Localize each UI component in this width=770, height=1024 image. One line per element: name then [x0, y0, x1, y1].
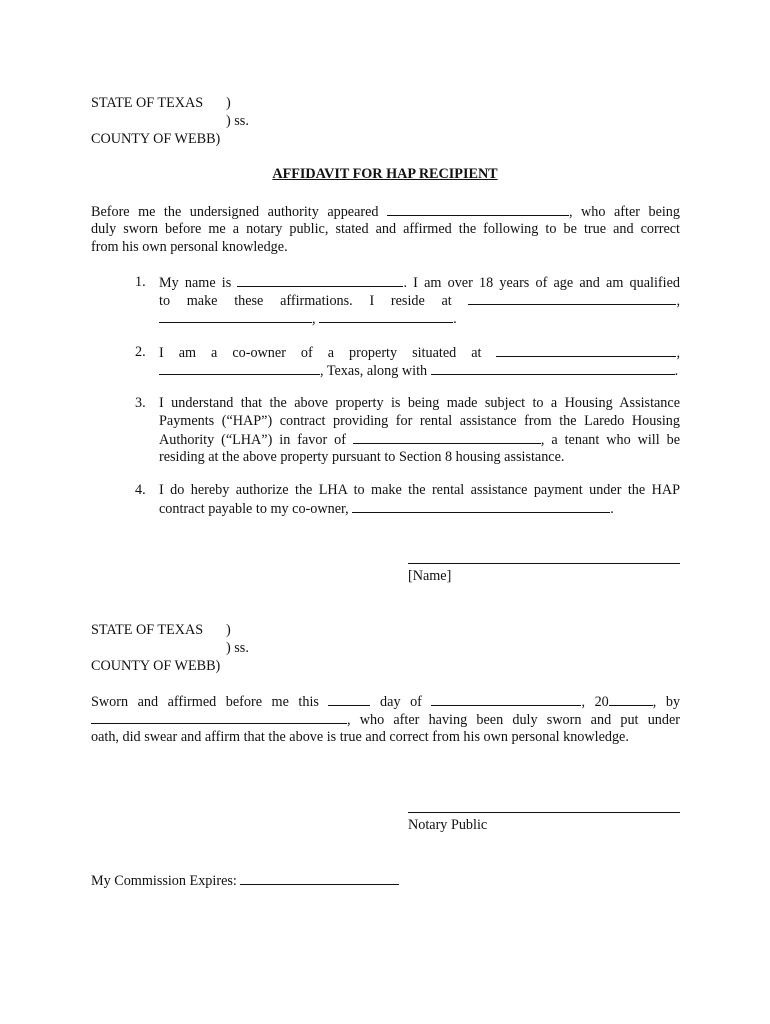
- item1-line-3: [159, 309, 457, 328]
- item-text: , a tenant who will be: [540, 432, 681, 448]
- item-text: Authority (“LHA”) in favor of: [159, 432, 346, 448]
- residence-address-blank[interactable]: [468, 291, 676, 305]
- commission-line: [91, 871, 399, 890]
- item2-line-2: [159, 361, 678, 380]
- venue-ss: ) ss.: [226, 113, 249, 129]
- venue-state: STATE OF TEXAS: [91, 95, 204, 111]
- jurat-text: , by: [652, 694, 681, 710]
- property-city-blank[interactable]: [159, 361, 320, 375]
- residence-zip-blank[interactable]: [319, 309, 453, 323]
- residence-city-blank[interactable]: [159, 309, 312, 323]
- commission-label: My Commission Expires:: [91, 873, 237, 889]
- venue-state: STATE OF TEXAS: [91, 622, 204, 638]
- venue-ss: ) ss.: [226, 640, 249, 656]
- jurat-line-1: [91, 692, 680, 711]
- affiant-name-blank[interactable]: [387, 202, 569, 216]
- jurat-text: , 20: [581, 694, 609, 710]
- item-text: to make these affirmations.: [159, 293, 353, 309]
- notary-label: Notary Public: [408, 817, 488, 833]
- item-text: .: [453, 311, 457, 327]
- jurat-line-3: oath, did swear and affirm that the above is true and correct from his own personal knowledge.: [91, 729, 629, 745]
- item-text: . I am over 18 years of age and am qualified: [403, 275, 680, 291]
- item-text: ,: [676, 293, 681, 309]
- property-address-blank[interactable]: [496, 343, 676, 357]
- notary-signature-line[interactable]: [408, 812, 680, 813]
- item-number: 1.: [135, 274, 146, 290]
- my-name-blank[interactable]: [237, 273, 403, 287]
- item2-line-1: [159, 343, 680, 362]
- item4-line-1: I do hereby authorize the LHA to make the rental assistance payment under the HAP: [159, 482, 680, 498]
- intro-line-3: from his own personal knowledge.: [91, 239, 288, 255]
- item-text: .: [674, 363, 679, 379]
- affiant-blank[interactable]: [91, 710, 347, 724]
- month-blank[interactable]: [431, 692, 581, 706]
- jurat-line-2: [91, 710, 680, 729]
- jurat-text: , who after having been duly sworn and put under: [347, 712, 680, 728]
- item3-line-1: I understand that the above property is being made subject to a Housing Assistance: [159, 395, 680, 411]
- item-text: .: [610, 501, 614, 517]
- item-text: contract payable to my co-owner,: [159, 501, 349, 517]
- document-title: AFFIDAVIT FOR HAP RECIPIENT: [272, 166, 498, 182]
- venue-paren: ): [226, 622, 231, 638]
- payee-co-owner-blank[interactable]: [352, 499, 610, 513]
- intro-line-2: duly sworn before me a notary public, stated and affirmed the following to be true and correct: [91, 221, 680, 237]
- signature-name-label: [Name]: [408, 568, 452, 584]
- jurat-text: Sworn and affirmed before me this: [91, 694, 319, 710]
- co-owner-blank[interactable]: [431, 361, 675, 375]
- commission-date-blank[interactable]: [240, 871, 399, 885]
- item-text: , Texas, along with: [320, 363, 428, 379]
- item3-line-4: residing at the above property pursuant to Section 8 housing assistance.: [159, 449, 565, 465]
- item1-line-1: [159, 273, 680, 292]
- intro-line-1: [91, 202, 680, 221]
- item-text: ,: [312, 311, 316, 327]
- item-number: 2.: [135, 344, 146, 360]
- item-number: 3.: [135, 395, 146, 411]
- signature-line[interactable]: [408, 563, 680, 564]
- jurat-text: day of: [380, 694, 422, 710]
- intro-text: , who after being: [569, 204, 680, 220]
- tenant-name-blank[interactable]: [353, 430, 541, 444]
- venue-county: COUNTY OF WEBB): [91, 131, 221, 147]
- item-text: I am a co-owner of a property situated at: [159, 345, 482, 361]
- item-text: I reside at: [369, 293, 452, 309]
- item-text: My name is: [159, 275, 232, 291]
- item3-line-2: Payments (“HAP”) contract providing for rental assistance from the Laredo Housing: [159, 413, 680, 429]
- item1-line-2: [159, 291, 680, 310]
- day-blank[interactable]: [328, 692, 370, 706]
- item3-line-3: [159, 430, 680, 449]
- item-number: 4.: [135, 482, 146, 498]
- item-text: ,: [676, 345, 680, 361]
- intro-text: Before me the undersigned authority appeared: [91, 204, 379, 220]
- venue-paren: ): [226, 95, 231, 111]
- venue-county: COUNTY OF WEBB): [91, 658, 221, 674]
- item4-line-2: [159, 499, 614, 518]
- year-blank[interactable]: [609, 692, 653, 706]
